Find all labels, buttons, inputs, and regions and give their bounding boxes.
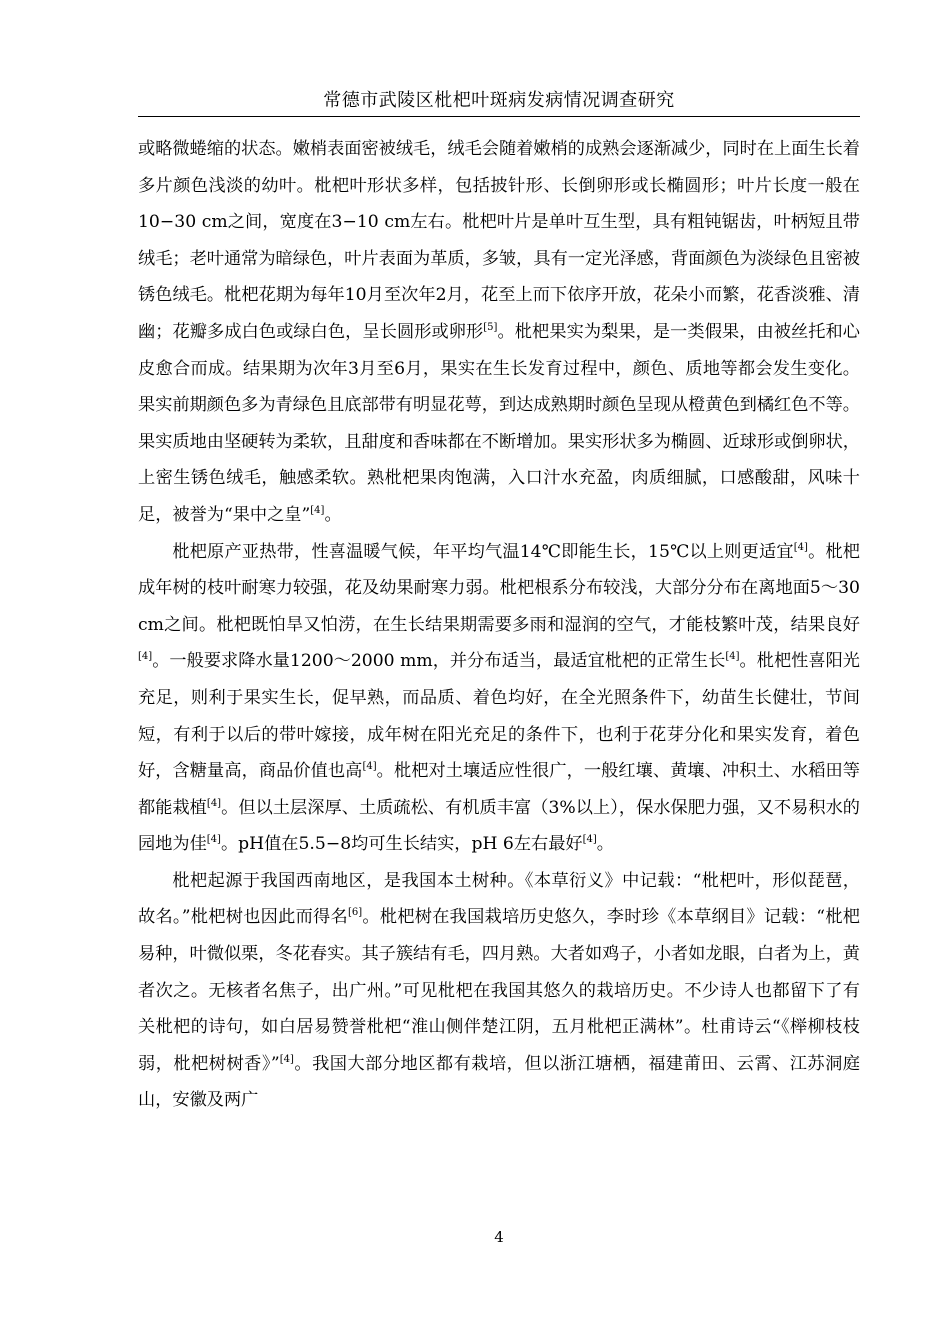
citation-reference: [4]: [362, 761, 377, 773]
body-paragraph: [138, 863, 860, 1119]
header-divider: [138, 116, 860, 117]
citation-reference: [4]: [582, 834, 597, 846]
citation-reference: [6]: [347, 907, 363, 919]
paragraph-text: 枇杷原产亚热带，性喜温暖气候，年平均气温14℃即能生长，15℃以上则更适宜: [172, 541, 794, 562]
body-text: [138, 131, 860, 1119]
paragraph-text: 。枇杷成年树的枝叶耐寒力较强，花及幼果耐寒力弱。枇杷根系分布较浅，大部分分布在离地面5～30 cm之间。枇杷既怕旱又怕涝，在生长结果期需要多雨和湿润的空气，才能枝繁叶茂，结果良好: [138, 541, 860, 635]
page-number: 4: [494, 1228, 504, 1246]
paragraph-text: 。我国大部分地区都有栽培，但以浙江塘栖，福建莆田、云霄、江苏洞庭山，安徽及两广: [138, 1053, 860, 1111]
paragraph-text: 。: [596, 834, 614, 855]
citation-reference: [4]: [793, 541, 808, 553]
paragraph-text: 。枇杷果实为梨果，是一类假果，由被丝托和心皮愈合而成。结果期为次年3月至6月，果实在生长发育过程中，颜色、质地等都会发生变化。果实前期颜色多为青绿色且底部带有明显花萼，到达成熟期时颜色呈现从橙黄色到橘红色不等。果实质地由坚硬转为柔软，且甜度和香味都在不断增加。果实形状多为椭圆、近球形或倒卵状，上密生锈色绒毛，触感柔软。熟枇杷果肉饱满，入口汁水充盈，肉质细腻，口感酸甜，风味十足，被誉为“果中之皇”: [138, 321, 860, 525]
paragraph-text: 。枇杷树在我国栽培历史悠久，李时珍《本草纲目》记载：“枇杷易种，叶微似栗，冬花春实。其子簇结有毛，四月熟。大者如鸡子，小者如龙眼，白者为上，黄者次之。无核者名焦子，出广州。”可见枇杷在我国其悠久的栽培历史。不少诗人也都留下了有关枇杷的诗句，如白居易赞誉枇杷“淮山侧伴楚江阴，五月枇杷正满林”。杜甫诗云“《榉柳枝枝弱，枇杷树树香》”: [138, 907, 860, 1074]
citation-reference: [4]: [138, 651, 153, 663]
paragraph-text: 枇杷起源于我国西南地区，是我国本土树种。《本草衍义》中记载：“枇杷叶，形似琵琶，故名。”枇杷树也因此而得名: [138, 870, 860, 928]
paragraph-text: 。: [324, 504, 342, 525]
paragraph-text: 。枇杷对土壤适应性很广，一般红壤、黄壤、冲积土、水稻田等都能栽植: [138, 761, 860, 818]
citation-reference: [5]: [483, 321, 498, 333]
paragraph-text: 。pH值在5.5−8均可生长结实，pH 6左右最好: [220, 834, 583, 855]
paragraph-text: 或略微蜷缩的状态。嫩梢表面密被绒毛，绒毛会随着嫩梢的成熟会逐渐减少，同时在上面生长着多片颜色浅淡的幼叶。枇杷叶形状多样，包括披针形、长倒卵形或长椭圆形；叶片长度一般在10−30 cm之间，宽度在3−10 cm左右。枇杷叶片是单叶互生型，具有粗钝锯齿，叶柄短且带绒毛；老叶通常为暗绿色，叶片表面为革质，多皱，具有一定光泽感，背面颜色为淡绿色且密被锈色绒毛。枇杷花期为每年10月至次年2月，花至上而下依序开放，花朵小而繁，花香淡雅、清幽；花瓣多成白色或绿白色，呈长圆形或卵形: [138, 139, 860, 342]
page-header-title: 常德市武陵区枇杷叶斑病发病情况调查研究: [323, 90, 675, 111]
body-paragraph: [138, 534, 860, 863]
body-paragraph: [138, 131, 860, 534]
citation-reference: [4]: [279, 1053, 294, 1065]
citation-reference: [4]: [206, 834, 221, 846]
paragraph-text: 。一般要求降水量1200～2000 mm，并分布适当，最适宜枇杷的正常生长: [152, 651, 726, 672]
citation-reference: [4]: [310, 504, 325, 516]
citation-reference: [4]: [725, 651, 740, 663]
paragraph-text: 。但以土层深厚、土质疏松、有机质丰富（3%以上），保水保肥力强，又不易积水的园地为佳: [138, 797, 860, 855]
paragraph-text: 。枇杷性喜阳光充足，则利于果实生长，促早熟，而品质、着色均好，在全光照条件下，幼苗生长健壮，节间短，有利于以后的带叶嫁接，成年树在阳光充足的条件下，也利于花芽分化和果实发育，着色好，含糖量高，商品价值也高: [138, 651, 860, 782]
citation-reference: [4]: [206, 797, 222, 809]
